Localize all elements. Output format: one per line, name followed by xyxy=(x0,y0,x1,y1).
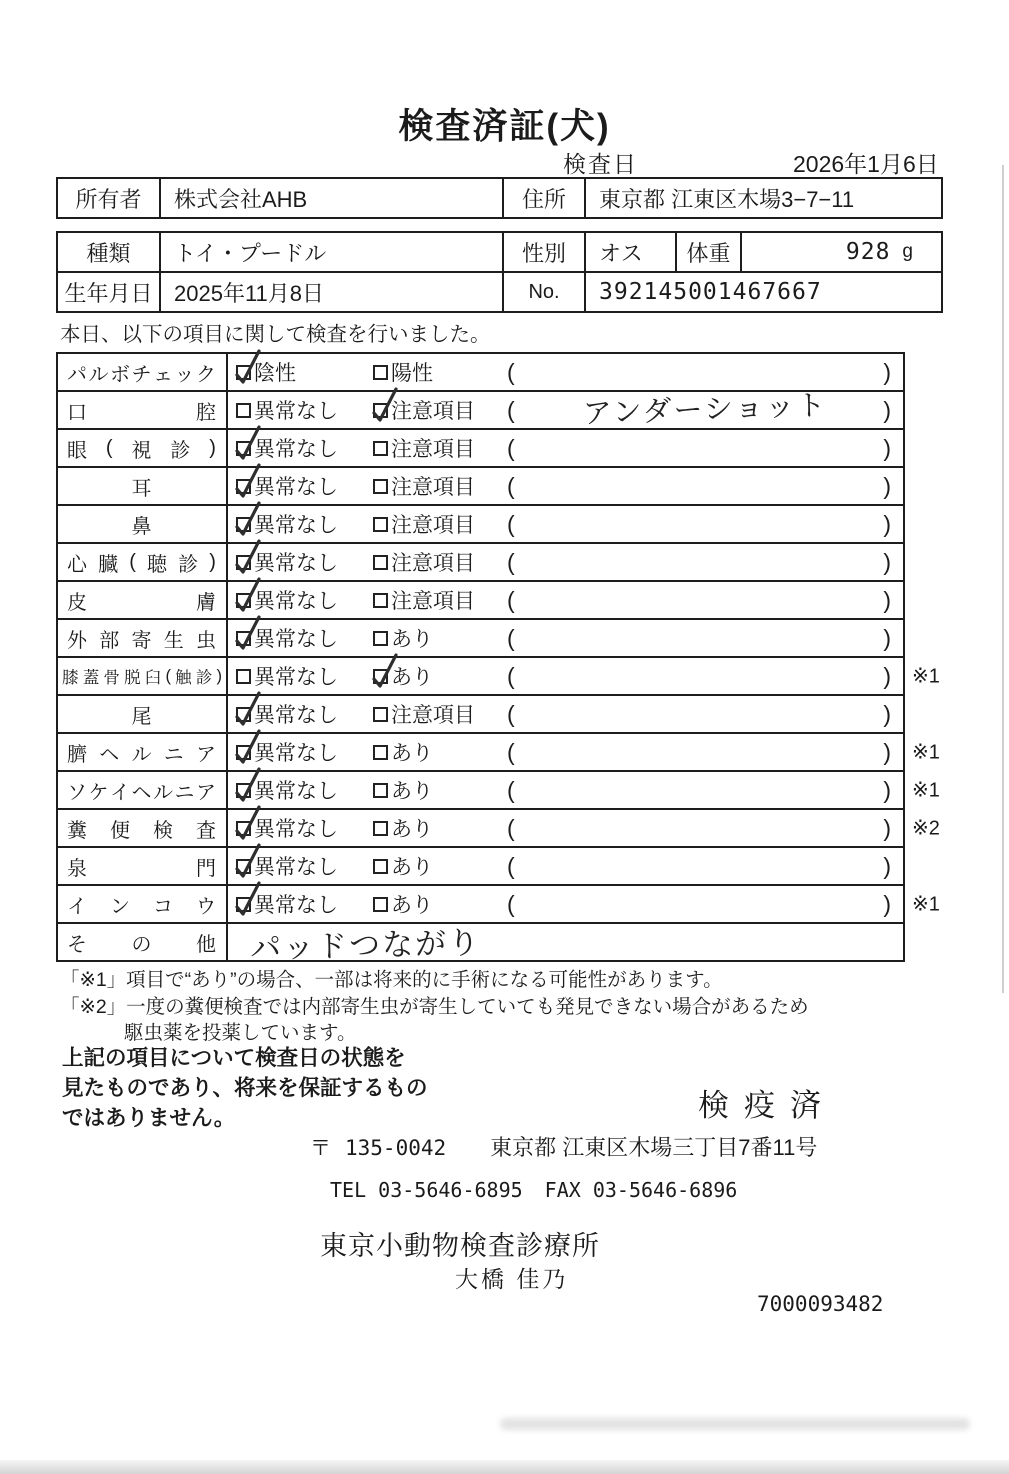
ears-checkbox-option-1[interactable] xyxy=(236,471,373,501)
skin-checkbox-option-2[interactable] xyxy=(373,585,507,615)
option-label: 異常なし xyxy=(254,514,338,537)
address-label: 住所 xyxy=(504,179,586,217)
empty-checkbox xyxy=(373,897,388,912)
skin-checkbox-option-1[interactable] xyxy=(236,585,373,615)
eyes-checkbox-option-1[interactable] xyxy=(236,433,373,463)
close-paren: ) xyxy=(883,472,891,499)
parvo-check-checkbox-option-2[interactable] xyxy=(373,357,507,387)
open-paren: ( xyxy=(507,358,515,385)
patellar-luxation-checkbox-option-2[interactable] xyxy=(373,661,507,691)
checklist-row-umbilical-hernia xyxy=(58,732,940,770)
item-name: 皮 膚 xyxy=(58,582,228,618)
item-result-cell xyxy=(228,924,903,966)
footnote-2-line1: 「※2」一度の糞便検査では内部寄生虫が寄生していても発見できない場合があるため xyxy=(60,996,809,1018)
note-field xyxy=(507,549,903,576)
empty-checkbox xyxy=(236,669,251,684)
checklist-row-tail xyxy=(58,694,903,732)
disclaimer-line1: 上記の項目について検査日の状態を xyxy=(62,1046,406,1070)
scan-edge-artifact xyxy=(1002,165,1004,993)
empty-checkbox xyxy=(373,479,388,494)
empty-checkbox xyxy=(373,555,388,570)
empty-checkbox xyxy=(373,631,388,646)
option-label: 異常なし xyxy=(254,666,338,689)
close-paren: ) xyxy=(883,548,891,575)
owner-label: 所有者 xyxy=(58,179,161,217)
weight-label: 体重 xyxy=(677,233,742,271)
checked-checkbox xyxy=(236,441,251,456)
handwritten-note: パッドつながり xyxy=(249,924,482,966)
disclaimer-text xyxy=(62,1043,428,1133)
checklist-row-nose xyxy=(58,504,903,542)
item-result-cell xyxy=(228,468,903,504)
tail-checkbox-option-2[interactable] xyxy=(373,699,507,729)
item-result-cell xyxy=(228,810,903,846)
number-label: No. xyxy=(504,273,586,311)
item-result-cell xyxy=(228,582,903,618)
option-label: あり xyxy=(391,818,433,841)
parvo-check-checkbox-option-1[interactable] xyxy=(236,357,373,387)
checked-checkbox xyxy=(236,745,251,760)
empty-checkbox xyxy=(373,745,388,760)
open-paren: ( xyxy=(507,700,515,727)
item-result-cell xyxy=(228,658,903,694)
option-label: 注意項目 xyxy=(391,400,475,423)
option-label: 異常なし xyxy=(254,742,338,765)
item-result-cell xyxy=(228,430,903,466)
clinic-fax: FAX 03-5646-6896 xyxy=(544,1178,738,1202)
clinic-postal-line xyxy=(310,1131,817,1162)
examiner-name: 大橋 佳乃 xyxy=(455,1266,569,1292)
heart-checkbox-option-1[interactable] xyxy=(236,547,373,577)
owner-value: 株式会社AHB xyxy=(161,179,504,217)
checked-checkbox xyxy=(236,897,251,912)
option-label: あり xyxy=(391,628,433,651)
option-label: 異常なし xyxy=(254,818,338,841)
cryptorchidism-checkbox-option-1[interactable] xyxy=(236,889,373,919)
note-field xyxy=(507,587,903,614)
checklist-row-inguinal-hernia xyxy=(58,770,940,808)
empty-checkbox xyxy=(373,517,388,532)
birth-row xyxy=(58,271,941,311)
checked-checkbox xyxy=(236,555,251,570)
inspection-date-value: 2026年1月6日 xyxy=(793,151,939,177)
note-field xyxy=(507,359,903,386)
close-paren: ) xyxy=(883,396,891,423)
postal-code: 135-0042 xyxy=(345,1136,447,1160)
item-result-cell xyxy=(228,696,903,732)
nose-checkbox-option-1[interactable] xyxy=(236,509,373,539)
open-paren: ( xyxy=(507,472,515,499)
checklist-row-external-parasites xyxy=(58,618,903,656)
open-paren: ( xyxy=(507,890,515,917)
option-label: あり xyxy=(391,666,433,689)
option-label: 異常なし xyxy=(254,476,338,499)
note-field xyxy=(507,625,903,652)
fontanelle-checkbox-option-2[interactable] xyxy=(373,851,507,881)
open-paren: ( xyxy=(507,434,515,461)
fecal-exam-checkbox-option-1[interactable] xyxy=(236,813,373,843)
item-name: パ ル ボ チ ェ ッ ク xyxy=(58,354,228,390)
examination-checklist-table xyxy=(56,352,940,966)
item-result-cell xyxy=(228,620,903,656)
eyes-checkbox-option-2[interactable] xyxy=(373,433,507,463)
birthdate-label: 生年月日 xyxy=(58,273,161,311)
breed-value: トイ・プードル xyxy=(161,233,504,271)
note-field xyxy=(507,701,903,728)
owner-row xyxy=(58,179,941,217)
item-result-cell xyxy=(228,886,903,922)
breed-row xyxy=(58,233,941,271)
checklist-row-fontanelle xyxy=(58,846,903,884)
note-field xyxy=(507,739,903,766)
owner-table xyxy=(56,177,943,219)
item-name: イ ン コ ウ xyxy=(58,886,228,922)
checklist-row-cryptorchidism xyxy=(58,884,940,922)
item-name: 眼 ( 視 診 ) xyxy=(58,430,228,466)
close-paren: ) xyxy=(883,662,891,689)
postal-mark-icon: 〒 xyxy=(310,1137,331,1160)
open-paren: ( xyxy=(507,624,515,651)
checked-checkbox xyxy=(236,783,251,798)
item-result-cell xyxy=(228,734,903,770)
checklist-row-patellar-luxation xyxy=(58,656,940,694)
open-paren: ( xyxy=(507,548,515,575)
close-paren: ) xyxy=(883,358,891,385)
item-name: ソ ケ イ ヘ ル ニ ア xyxy=(58,772,228,808)
checked-checkbox xyxy=(373,669,388,684)
nose-checkbox-option-2[interactable] xyxy=(373,509,507,539)
item-result-cell xyxy=(228,389,903,431)
inguinal-hernia-checkbox-option-2[interactable] xyxy=(373,775,507,805)
close-paren: ) xyxy=(883,852,891,879)
checked-checkbox xyxy=(236,821,251,836)
page-title: 検査済証(犬) xyxy=(398,107,611,147)
oral-cavity-checkbox-option-2[interactable] xyxy=(373,395,507,425)
item-name: そ の 他 xyxy=(58,924,228,960)
fontanelle-checkbox-option-1[interactable] xyxy=(236,851,373,881)
open-paren: ( xyxy=(507,852,515,879)
checked-checkbox xyxy=(236,593,251,608)
close-paren: ) xyxy=(883,700,891,727)
weight-value: 928 xyxy=(845,239,891,265)
empty-checkbox xyxy=(373,821,388,836)
close-paren: ) xyxy=(883,624,891,651)
breed-label: 種類 xyxy=(58,233,161,271)
tail-checkbox-option-1[interactable] xyxy=(236,699,373,729)
note-field xyxy=(507,663,903,690)
open-paren: ( xyxy=(507,586,515,613)
footnote-reference-mark: ※1 xyxy=(912,665,940,688)
close-paren: ) xyxy=(883,814,891,841)
empty-checkbox xyxy=(373,859,388,874)
handwritten-note: アンダーショット xyxy=(582,389,828,431)
item-result-cell xyxy=(228,848,903,884)
close-paren: ) xyxy=(883,510,891,537)
checked-checkbox xyxy=(236,517,251,532)
close-paren: ) xyxy=(883,434,891,461)
item-name: 口 腔 xyxy=(58,392,228,428)
patellar-luxation-checkbox-option-1[interactable] xyxy=(236,661,373,691)
item-name: 臍 ヘ ル ニ ア xyxy=(58,734,228,770)
option-label: 異常なし xyxy=(254,552,338,575)
note-field xyxy=(507,473,903,500)
option-label: 異常なし xyxy=(254,400,338,423)
checked-checkbox xyxy=(373,403,388,418)
open-paren: ( xyxy=(507,510,515,537)
option-label: 注意項目 xyxy=(391,552,475,575)
option-label: 異常なし xyxy=(254,780,338,803)
weight-value-cell xyxy=(742,233,941,271)
footnote-1: 「※1」項目で“あり”の場合、一部は将来的に手術になる可能性があります。 xyxy=(60,969,723,991)
option-label: 異常なし xyxy=(254,856,338,879)
checklist-row-fecal-exam xyxy=(58,808,940,846)
option-label: あり xyxy=(391,742,433,765)
option-label: 異常なし xyxy=(254,704,338,727)
note-field xyxy=(507,389,903,431)
dog-info-table xyxy=(56,231,943,313)
item-result-cell xyxy=(228,506,903,542)
close-paren: ) xyxy=(883,586,891,613)
checked-checkbox xyxy=(236,365,251,380)
open-paren: ( xyxy=(507,738,515,765)
item-name: 泉 門 xyxy=(58,848,228,884)
inguinal-hernia-checkbox-option-1[interactable] xyxy=(236,775,373,805)
note-field xyxy=(507,511,903,538)
clinic-address: 東京都 江東区木場三丁目7番11号 xyxy=(490,1135,818,1160)
footnote-reference-mark: ※2 xyxy=(912,817,940,840)
option-label: 陰性 xyxy=(254,362,296,385)
option-label: 異常なし xyxy=(254,590,338,613)
option-label: 異常なし xyxy=(254,438,338,461)
option-label: 注意項目 xyxy=(391,590,475,613)
external-parasites-checkbox-option-2[interactable] xyxy=(373,623,507,653)
clinic-tel: TEL 03-5646-6895 xyxy=(330,1178,523,1202)
checked-checkbox xyxy=(236,479,251,494)
external-parasites-checkbox-option-1[interactable] xyxy=(236,623,373,653)
open-paren: ( xyxy=(507,776,515,803)
scan-smudge-artifact xyxy=(500,1418,970,1430)
checklist-row-heart xyxy=(58,542,903,580)
empty-checkbox xyxy=(373,783,388,798)
checked-checkbox xyxy=(236,707,251,722)
close-paren: ) xyxy=(883,738,891,765)
oral-cavity-checkbox-option-1[interactable] xyxy=(236,395,373,425)
option-label: あり xyxy=(391,780,433,803)
note-field xyxy=(507,891,903,918)
footnote-reference-mark: ※1 xyxy=(912,741,940,764)
microchip-number-value: 392145001467667 xyxy=(599,279,822,305)
option-label: 異常なし xyxy=(254,628,338,651)
checklist-row-oral-cavity xyxy=(58,389,903,431)
umbilical-hernia-checkbox-option-2[interactable] xyxy=(373,737,507,767)
empty-checkbox xyxy=(236,403,251,418)
empty-checkbox xyxy=(373,441,388,456)
quarantine-passed-stamp: 検疫済 xyxy=(698,1088,836,1123)
checklist-row-ears xyxy=(58,466,903,504)
intro-sentence: 本日、以下の項目に関して検査を行いました。 xyxy=(60,323,491,346)
note-field xyxy=(507,435,903,462)
option-label: あり xyxy=(391,894,433,917)
sex-label: 性別 xyxy=(504,233,586,271)
checked-checkbox xyxy=(236,859,251,874)
ears-checkbox-option-2[interactable] xyxy=(373,471,507,501)
address-value: 東京都 江東区木場3−7−11 xyxy=(599,186,855,212)
option-label: 異常なし xyxy=(254,894,338,917)
footnote-reference-mark: ※1 xyxy=(912,893,940,916)
item-name: 心 臓 ( 聴 診 ) xyxy=(58,544,228,580)
close-paren: ) xyxy=(883,890,891,917)
open-paren: ( xyxy=(507,814,515,841)
sex-value: オス xyxy=(586,233,677,271)
close-paren: ) xyxy=(883,776,891,803)
checked-checkbox xyxy=(236,631,251,646)
heart-checkbox-option-2[interactable] xyxy=(373,547,507,577)
note-field xyxy=(507,777,903,804)
clinic-name: 東京小動物検査診療所 xyxy=(320,1231,600,1261)
option-label: 注意項目 xyxy=(391,476,475,499)
document-serial-number: 7000093482 xyxy=(757,1292,884,1316)
birthdate-value: 2025年11月8日 xyxy=(161,273,504,311)
inspection-date-label: 検査日 xyxy=(563,151,638,177)
option-label: 注意項目 xyxy=(391,514,475,537)
checklist-row-other xyxy=(58,922,903,966)
open-paren: ( xyxy=(507,662,515,689)
weight-unit: g xyxy=(902,241,913,262)
clinic-telfax-line xyxy=(330,1178,737,1202)
option-label: あり xyxy=(391,856,433,879)
item-name: 糞 便 検 査 xyxy=(58,810,228,846)
option-label: 陽性 xyxy=(391,362,433,385)
item-name: 鼻 xyxy=(58,506,228,542)
note-field xyxy=(507,853,903,880)
empty-checkbox xyxy=(373,593,388,608)
empty-checkbox xyxy=(373,707,388,722)
note-field xyxy=(507,815,903,842)
scan-bottom-shadow xyxy=(0,1460,1009,1474)
disclaimer-line3: ではありません。 xyxy=(62,1106,236,1130)
disclaimer-line2: 見たものであり、将来を保証するもの xyxy=(62,1076,428,1100)
empty-checkbox xyxy=(373,365,388,380)
umbilical-hernia-checkbox-option-1[interactable] xyxy=(236,737,373,767)
item-name: 耳 xyxy=(58,468,228,504)
item-result-cell xyxy=(228,772,903,808)
footnote-2-line2: 駆虫薬を投薬しています。 xyxy=(124,1022,357,1044)
open-paren: ( xyxy=(507,396,515,423)
checklist-row-eyes xyxy=(58,428,903,466)
item-name: 膝 蓋 骨 脱 臼 ( 触 診 ) xyxy=(58,658,228,694)
cryptorchidism-checkbox-option-2[interactable] xyxy=(373,889,507,919)
item-name: 尾 xyxy=(58,696,228,732)
fecal-exam-checkbox-option-2[interactable] xyxy=(373,813,507,843)
footnote-reference-mark: ※1 xyxy=(912,779,940,802)
item-name: 外 部 寄 生 虫 xyxy=(58,620,228,656)
option-label: 注意項目 xyxy=(391,438,475,461)
checklist-row-skin xyxy=(58,580,903,618)
option-label: 注意項目 xyxy=(391,704,475,727)
item-result-cell xyxy=(228,544,903,580)
